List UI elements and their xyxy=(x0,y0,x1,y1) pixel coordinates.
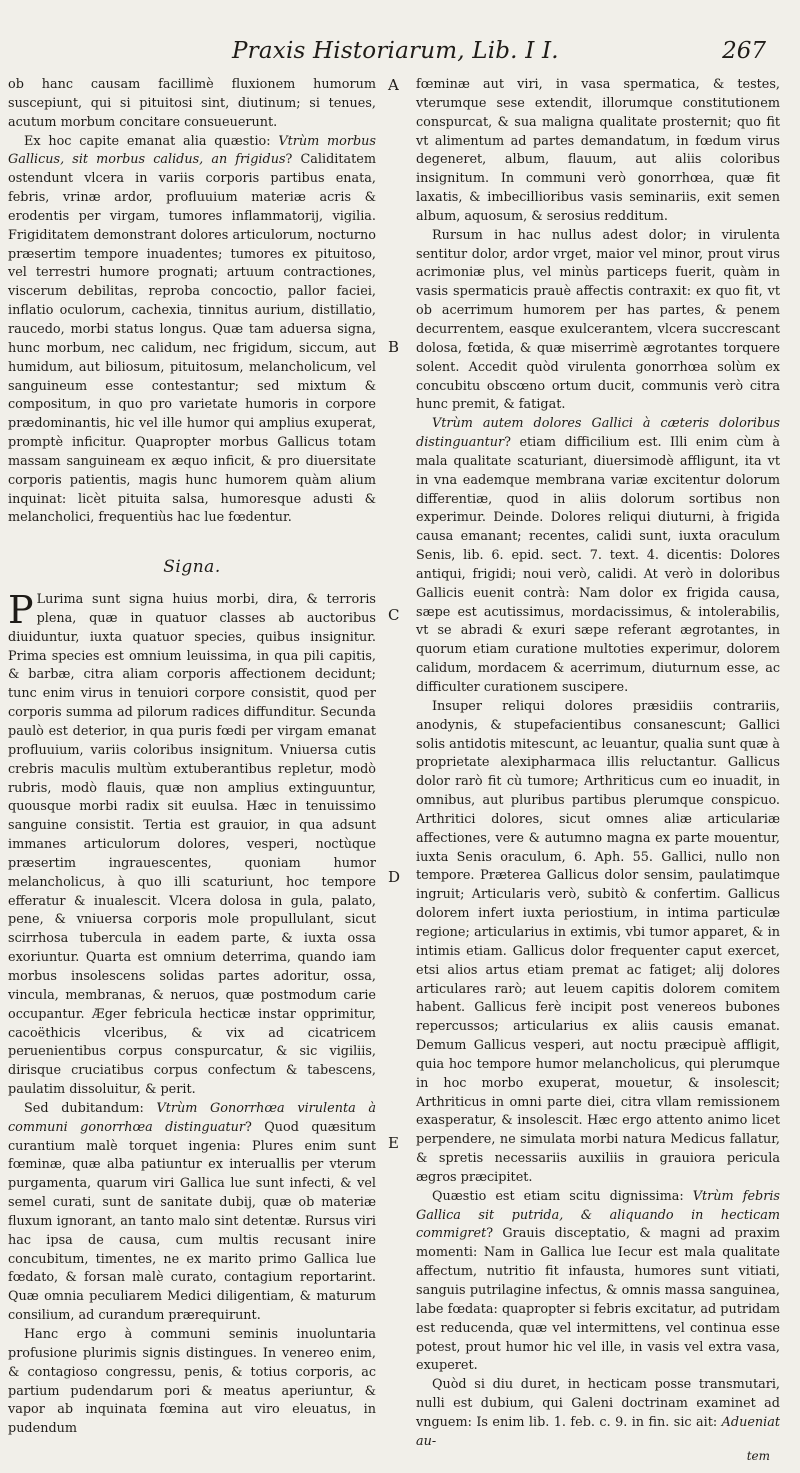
paragraph: Insuper reliqui dolores præsidiis contrariis, anodynis, & stupefacientibus consanescunt; Gallici solis antidotis mitescunt, ac leuantur, qualia sunt quæ à proprietate alexipharmaca illis reluctantur. Gallicus dolor rarò fit cù tumore; Arthriticus cum eo inuadit, in omnibus, aut pluribus partibus plerumque conspicuo. Arthritici dolores, sicut omnes aliæ articulariæ affectiones, vere & autumno magna ex parte mouentur, iuxta Senis oraculum, 6. Aph. 55. Gallici, nullo non tempore. Præterea Gallicus dolor sensim, paulatimque ingruit; Articularis verò, subitò & confertim. Gallicus dolorem infert iuxta periostium, in intima particulæ regione; articularius in extimis, vbi tumor apparet, & in intimis etiam. Gallicus dolor frequenter caput exercet, etsi alios artus etiam premat ac fatiget; alij dolores articulares rarò; aut leuem capitis dolorem comitem habent. Gallicus ferè incipit post venereos bubones repercussos; articularius ex aliis causis emanat. Demum Gallicus vesperi, aut noctu præcipuè affligit, quia hoc tempore humor melancholicus, qui plerumque in hoc morbo exuperat, mouetur, & insolescit; Arthriticus in omni parte diei, citra vllam remissionem exasperatur, & insolescit. Hæc ergo attento animo licet perpendere, ne simulata morbi natura Medicus fallatur, & spretis necessariis auxiliis in grauiora pericula ægros præcipitet. xyxy=(416,698,780,1185)
question-italic: Vtrùm Gonorrhœa virulenta à communi gonorrhœa distinguatur xyxy=(8,1100,377,1135)
paragraph: ob hanc causam facillimè fluxionem humorum suscepiunt, qui si pituitosi sint, diutinum; si tenues, acutum morbum concitare consueuerunt. xyxy=(8,77,376,130)
right-column xyxy=(416,76,780,1452)
text-run: Quæstio est etiam scitu dignissima: xyxy=(432,1188,693,1204)
margin-letter: D xyxy=(388,868,401,886)
text-run: Lurima sunt signa huius morbi, dira, & terroris plena, quæ in quatuor classes ab auctoribus diuiduntur, iuxta quatuor species, quibus insignitur. Prima species est omnium leuissima, in qua pili capitis, & barbæ, citra aliam corporis affectionem decidunt; tunc enim virus in tenuiori corpore consistit, quod per corporis summa ad pilorum radices diffunditur. Secunda paulò est deterior, in qua puris fœdi per virgam emanat profluuium, variis coloribus insignitum. Vniuersa cutis crebris maculis multùm extuberantibus repletur, modò rubris, modò flauis, quæ non amplius extinguuntur, quousque morbi radix sit euulsa. Hæc in tenuissimo sanguine consistit. Tertia est grauior, in qua adsunt immanes articulorum dolores, vesperi, noctùque præsertim ingrauescentes, quoniam humor melancholicus, à quo illi scaturiunt, hoc tempore efferatur & inualescit. Vlcera dolosa in gula, palato, pene, & vniuersa corporis mole propullulant, sicut scirrhosa tubercula in eadem parte, & iuxta ossa exoriuntur. Quarta est omnium deterrima, quando iam morbus insolescens solidas partes adoritur, ossa, vincula, membranas, & neruos, quæ postmodum carie occupantur. Æger febricula hecticæ instar opprimitur, cacoëthicis vlceribus, & vix ad cicatricem peruenientibus corpus conspurcatur, & sic vigiliis, dirisque cruciatibus corpus confectum & tabescens, paulatim dissoluitur, & perit. xyxy=(8,592,376,1098)
paragraph xyxy=(416,1188,780,1376)
margin-letter: E xyxy=(388,1134,399,1152)
text-run: Quòd si diu duret, in hecticam posse transmutari, nulli est dubium, qui Galeni doctrinam examinet ad vnguem: Is enim lib. 1. feb. c. 9. in fin. sic ait: xyxy=(416,1377,780,1430)
paragraph: fœminæ aut viri, in vasa spermatica, & testes, vterumque sese extendit, illorumque constitutionem conspurcat, & sua maligna qualitate prosternit; quo fit vt alimentum ad partes demandatum, in fœdum virus degeneret, album, flauum, aut aliis coloribus insignitum. In communi verò gonorrhœa, quæ fit laxatis, & imbecillioribus vasis seminariis, exit semen album, aquosum, & serosius redditum. xyxy=(416,77,780,224)
running-title: Praxis Historiarum, Lib. I I. xyxy=(232,38,559,64)
question-italic: Vtrùm febris Gallica sit putrida, & aliquando in hecticam commigret xyxy=(416,1188,780,1242)
paragraph xyxy=(8,1100,376,1326)
paragraph: Rursum in hac nullus adest dolor; in virulenta sentitur dolor, ardor vrget, maior vel minor, prout virus acrimoniæ plus, vel minùs particeps fuerit, quàm in vasis spermaticis prauè affectis contraxit: ex quo fit, vt ob acerrimum humorem per has partes, & penem decurrentem, easque exulcerantem, vlcera succrescant dolosa, fœtida, & quæ miserrimè ægrotantes torquere solent. Accedit quòd virulenta gonorrhœa solùm ex concubitu obscœno ortum ducit, communis verò citra hunc premit, & fatigat. xyxy=(416,227,780,413)
text-run: Adueniat au- xyxy=(416,1414,780,1449)
page-number: 267 xyxy=(722,38,766,64)
paragraph xyxy=(416,415,780,698)
text-run: ? Caliditatem ostendunt vlcera in variis corporis partibus enata, febris, vrinæ ardor, profluuium materiæ acris & erodentis per virgam, tumores inflammatorij, vigilia. Frigiditatem demonstrant dolores articulorum, nocturno præsertim tempore inuadentes; tumores ex pituitoso, vel terrestri humore prognati; artuum contractiones, viscerum debilitas, reproba concoctio, pallor faciei, inflatio oculorum, cachexia, tinnitus aurium, distillatio, raucedo, morbi status longus. Quæ tam aduersa signa, hunc morbum, nec calidum, nec frigidum, siccum, aut humidum, aut biliosum, pituitosum, melancholicum, vel sanguineum esse contestantur; sed mixtum & compositum, in quo pro varietate humoris in corpore prædominantis, hic vel ille humor qui amplius exuperat, promptè inficitur. Quapropter morbus Gallicus totam massam sanguineam ex æquo inficit, & pro diuersitate corporis patientis, magis hunc humorem quàm alium inquinat: licèt pituita salsa, humoresque adusti & melancholici, frequentiùs hac lue fœdentur. xyxy=(8,152,376,526)
margin-letter: C xyxy=(388,606,400,624)
paragraph xyxy=(8,133,376,529)
margin-letter: A xyxy=(388,76,399,94)
left-column xyxy=(8,76,376,1439)
text-run: Vtrùm autem xyxy=(432,416,534,432)
text-run: ? etiam difficilium est. Illi enim cùm à mala qualitate scaturiant, diuersimodè affligunt, ita vt in vna eademque membrana variæ excitentur dolorum differentiæ, quod in aliis dolorum sortibus non experimur. Deinde. Dolores reliqui diuturni, à frigida causa emanant; recentes, calidi sunt, iuxta oraculum Senis, lib. 6. epid. sect. 7. text. 4. dicentis: Dolores antiqui, frigidi; noui verò, calidi. At verò in doloribus Gallicis euenit contrà: Nam dolor ex frigida causa, sæpe est acutissimus, mordacissimus, & intolerabilis, vt se abradi & exuri sæpe referant ægrotantes, in quorum etiam curatione multoties experimur, dolorem calidum, mordacem & acerrimum, diuturnum esse, ac difficulter curationem suscipere. xyxy=(416,435,780,695)
text-run: Ex hoc capite emanat alia quæstio: xyxy=(24,133,279,149)
text-run: Sed dubitandum: xyxy=(24,1100,157,1116)
question-italic: dolores Gallici à cæteris doloribus distinguantur xyxy=(416,416,780,451)
text-run: ? Grauis disceptatio, & magni ad praxim momenti: Nam in Gallica lue Iecur est mala qualitate affectum, nutritio fit infausta, humores sunt vitiati, sanguis putrilagine infectus, & omnis massa sanguinea, labe fœdata: quapropter si febris excitatur, ad putridam est reducenda, quæ vel intermittens, vel continua esse potest, prout humor hic vel ille, in vasis vel extra vasa, exuperet. xyxy=(416,1226,780,1374)
paragraph xyxy=(416,1376,780,1451)
paragraph xyxy=(8,588,376,1100)
drop-cap: P xyxy=(8,588,34,633)
section-heading: Signa. xyxy=(163,557,221,578)
question-italic: Vtrùm morbus Gallicus, sit morbus calidus, an frigidus xyxy=(8,133,376,168)
text-run: ? Quod quæsitum curantium malè torquet ingenia: Plures enim sunt fœminæ, quæ alba patiuntur ex interuallis per vterum purgamenta, quarum viri Gallica lue sunt infecti, & vel semel curati, sunt de sanitate dubij, quæ ob materiæ fluxum ignorant, an tanto malo sint detentæ. Rursus viri hac ipsa de causa, cum multis recusant inire concubitum, timentes, ne ex marito primo Gallica lue fœdato, & forsan malè curato, contagium reportarint. Quæ omnia peculiarem Medici diligentiam, & maturum consilium, ad curandum prærequirunt. xyxy=(8,1119,376,1324)
catchword: tem xyxy=(746,1449,770,1463)
paragraph: Hanc ergo à communi seminis inuoluntaria profusione plurimis signis distingues. In venereo enim, & contagioso congressu, penis, & totius corporis, ac partium pudendarum pori & meatus aperiuntur, & vapor ab inquinata fœmina aut viro eleuatus, in pudendum xyxy=(8,1327,376,1437)
margin-letter: B xyxy=(388,338,400,356)
